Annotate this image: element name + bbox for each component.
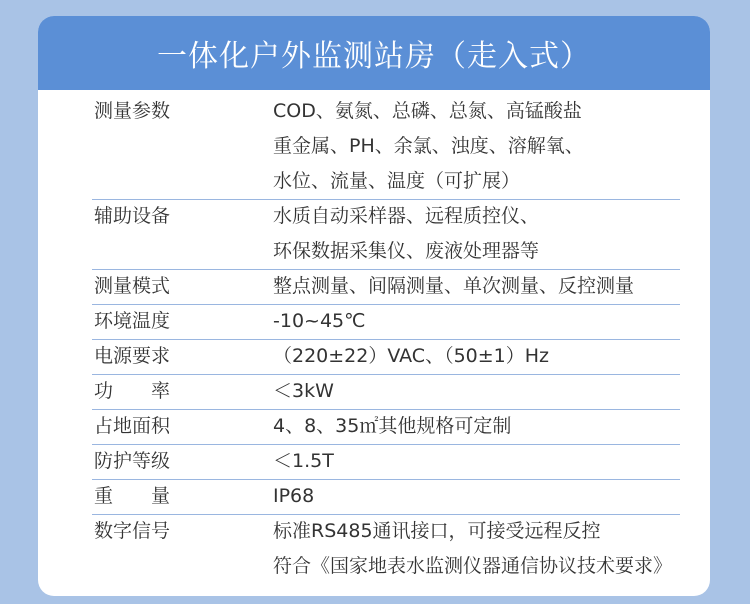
row-value: 整点测量、间隔测量、单次测量、反控测量	[273, 275, 635, 297]
row-value: -10~45℃	[273, 310, 366, 332]
row-value: 4、8、35㎡其他规格可定制	[273, 415, 512, 437]
row-label: 测量参数	[94, 100, 171, 122]
row-value: 水位、流量、温度（可扩展）	[273, 170, 521, 192]
row-label: 数字信号	[94, 520, 171, 542]
row-value: （220±22）VAC、（50±1）Hz	[273, 345, 550, 367]
row-label: 重 量	[94, 485, 171, 507]
spec-row-aux-equipment	[38, 199, 710, 269]
row-label: 电源要求	[94, 345, 171, 367]
row-label: 辅助设备	[94, 205, 171, 227]
spec-row-ambient-temp	[38, 304, 710, 339]
row-value: 环保数据采集仪、废液处理器等	[273, 240, 540, 262]
spec-row-power	[38, 374, 710, 409]
row-value: IP68	[273, 485, 315, 507]
row-value: ＜3kW	[273, 380, 334, 402]
row-value: ＜1.5T	[273, 450, 334, 472]
row-value: 标准RS485通讯接口，可接受远程反控	[273, 520, 601, 542]
spec-row-footprint	[38, 409, 710, 444]
spec-row-protection	[38, 444, 710, 479]
row-value: COD、氨氮、总磷、总氮、高锰酸盐	[273, 100, 582, 122]
spec-table	[38, 90, 710, 584]
spec-row-measure-params	[38, 94, 710, 199]
row-label: 环境温度	[94, 310, 171, 332]
row-label: 防护等级	[94, 450, 171, 472]
row-label: 占地面积	[94, 415, 171, 437]
row-label: 测量模式	[94, 275, 171, 297]
row-value: 符合《国家地表水监测仪器通信协议技术要求》	[273, 555, 673, 577]
spec-row-measure-mode	[38, 269, 710, 304]
spec-row-digital-signal	[38, 514, 710, 584]
page-title: 一体化户外监测站房（走入式）	[38, 16, 710, 90]
row-label: 功 率	[94, 380, 171, 402]
spec-card	[38, 16, 710, 596]
row-value: 重金属、PH、余氯、浊度、溶解氧、	[273, 135, 584, 157]
spec-row-power-req	[38, 339, 710, 374]
spec-row-weight	[38, 479, 710, 514]
row-value: 水质自动采样器、远程质控仪、	[273, 205, 540, 227]
